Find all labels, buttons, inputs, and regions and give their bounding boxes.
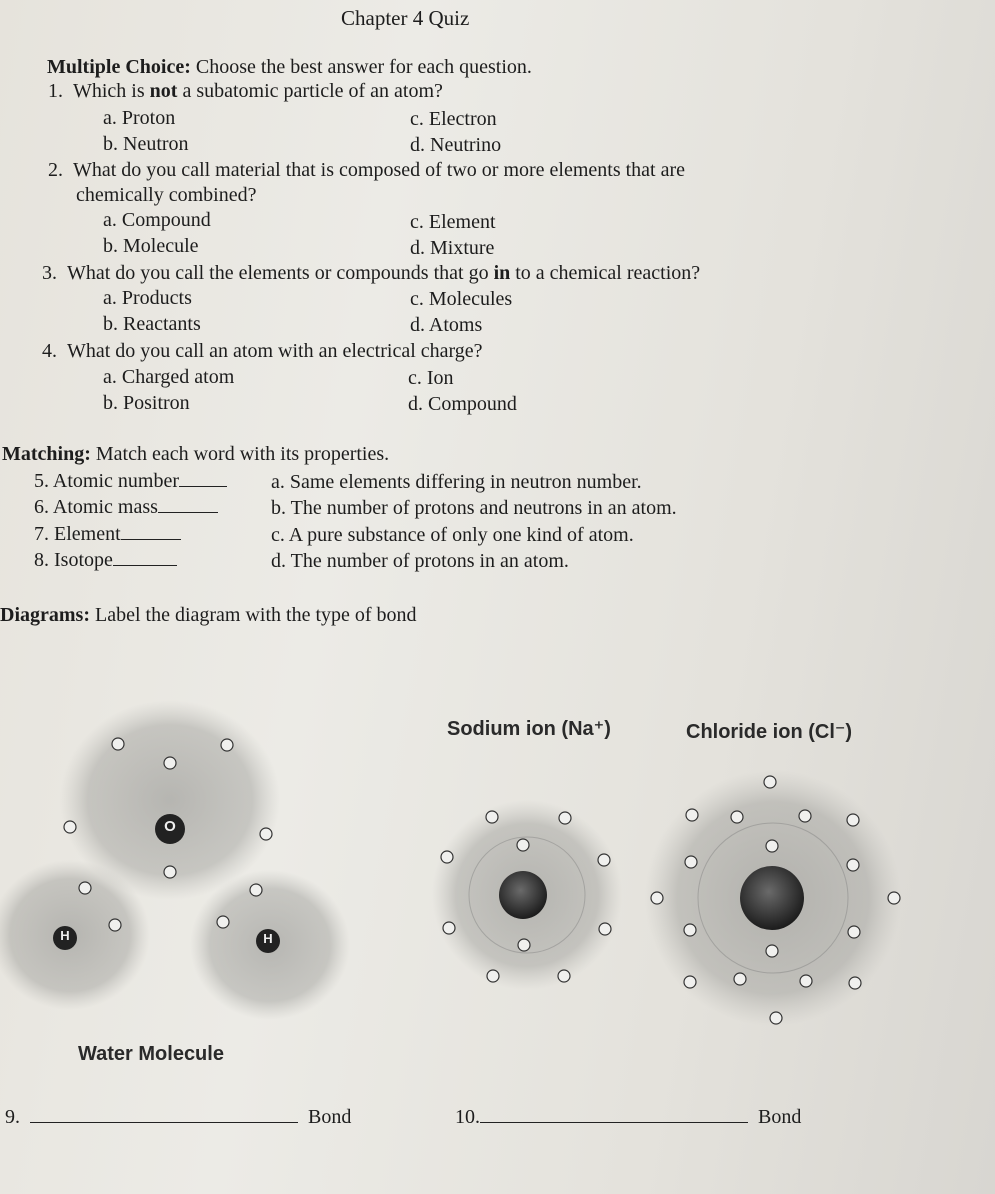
- matching-definition-c: c. A pure substance of only one kind of atom.: [271, 524, 634, 546]
- option-4a[interactable]: a. Charged atom: [103, 366, 235, 388]
- option-4b[interactable]: b. Positron: [103, 392, 190, 414]
- hydrogen-right-symbol: H: [263, 931, 273, 946]
- matching-term-label: 7. Element: [34, 523, 121, 545]
- question-2-line2: chemically combined?: [76, 184, 257, 206]
- answer-9: [5, 1106, 351, 1129]
- chloride-ion-label: Chloride ion (Cl⁻): [686, 721, 853, 743]
- answer-suffix: Bond: [758, 1106, 802, 1128]
- question-text: What do you call the elements or compounds that go: [67, 262, 494, 284]
- answer-blank-9[interactable]: [30, 1106, 298, 1123]
- option-4c[interactable]: c. Ion: [408, 367, 454, 389]
- question-number: 3.: [42, 262, 57, 284]
- question-text: What do you call material that is composed of two or more elements that are: [73, 159, 686, 181]
- chloride-ion-diagram: [645, 770, 901, 1026]
- answer-suffix: Bond: [308, 1106, 352, 1128]
- answer-10: [455, 1106, 801, 1129]
- option-2c[interactable]: c. Element: [410, 211, 496, 233]
- answer-number: 10.: [455, 1106, 480, 1128]
- matching-definition-d: d. The number of protons in an atom.: [271, 550, 569, 572]
- matching-instruction: Match each word with its properties.: [90, 443, 390, 465]
- option-1c[interactable]: c. Electron: [410, 108, 497, 130]
- matching-term-label: 8. Isotope: [34, 549, 113, 571]
- water-molecule-diagram: [0, 700, 350, 1020]
- option-2a[interactable]: a. Compound: [103, 209, 211, 231]
- matching-term-label: 6. Atomic mass: [34, 496, 158, 518]
- chloride-nucleus: [740, 866, 804, 930]
- sodium-ion-label: Sodium ion (Na⁺): [447, 718, 611, 740]
- multiple-choice-instruction: Choose the best answer for each question.: [190, 56, 532, 78]
- hydrogen-left-symbol: H: [60, 928, 70, 943]
- option-1b[interactable]: b. Neutron: [103, 133, 189, 155]
- question-text: Which is: [73, 80, 150, 102]
- question-text: What do you call an atom with an electrical charge?: [67, 340, 483, 362]
- question-text: to a chemical reaction?: [510, 262, 701, 284]
- question-emphasis: in: [493, 262, 511, 284]
- option-1a[interactable]: a. Proton: [103, 107, 176, 129]
- question-number: 1.: [48, 80, 63, 102]
- answer-blank-10[interactable]: [480, 1106, 748, 1123]
- option-3a[interactable]: a. Products: [103, 287, 192, 309]
- diagrams-heading: Diagrams:: [0, 604, 90, 626]
- option-4d[interactable]: d. Compound: [408, 393, 517, 415]
- diagrams-instruction: Label the diagram with the type of bond: [89, 604, 417, 626]
- matching-definition-b: b. The number of protons and neutrons in an atom.: [271, 497, 677, 519]
- option-3d[interactable]: d. Atoms: [410, 314, 483, 336]
- question-number: 4.: [42, 340, 57, 362]
- sodium-ion-diagram: [432, 800, 622, 990]
- oxygen-symbol: O: [164, 818, 176, 835]
- question-text: a subatomic particle of an atom?: [177, 80, 443, 102]
- water-molecule-label: Water Molecule: [78, 1043, 224, 1065]
- answer-number: 9.: [5, 1106, 20, 1128]
- option-2b[interactable]: b. Molecule: [103, 235, 199, 257]
- page-title: Chapter 4 Quiz: [341, 6, 470, 30]
- question-number: 2.: [48, 159, 63, 181]
- option-2d[interactable]: d. Mixture: [410, 237, 495, 259]
- multiple-choice-heading: Multiple Choice:: [47, 56, 191, 78]
- matching-definition-a: a. Same elements differing in neutron number.: [271, 471, 642, 493]
- question-emphasis: not: [149, 80, 178, 102]
- sodium-nucleus: [499, 871, 547, 919]
- matching-heading: Matching:: [2, 443, 91, 465]
- option-1d[interactable]: d. Neutrino: [410, 134, 502, 156]
- matching-term-label: 5. Atomic number: [34, 470, 179, 492]
- option-3b[interactable]: b. Reactants: [103, 313, 201, 335]
- option-3c[interactable]: c. Molecules: [410, 288, 513, 310]
